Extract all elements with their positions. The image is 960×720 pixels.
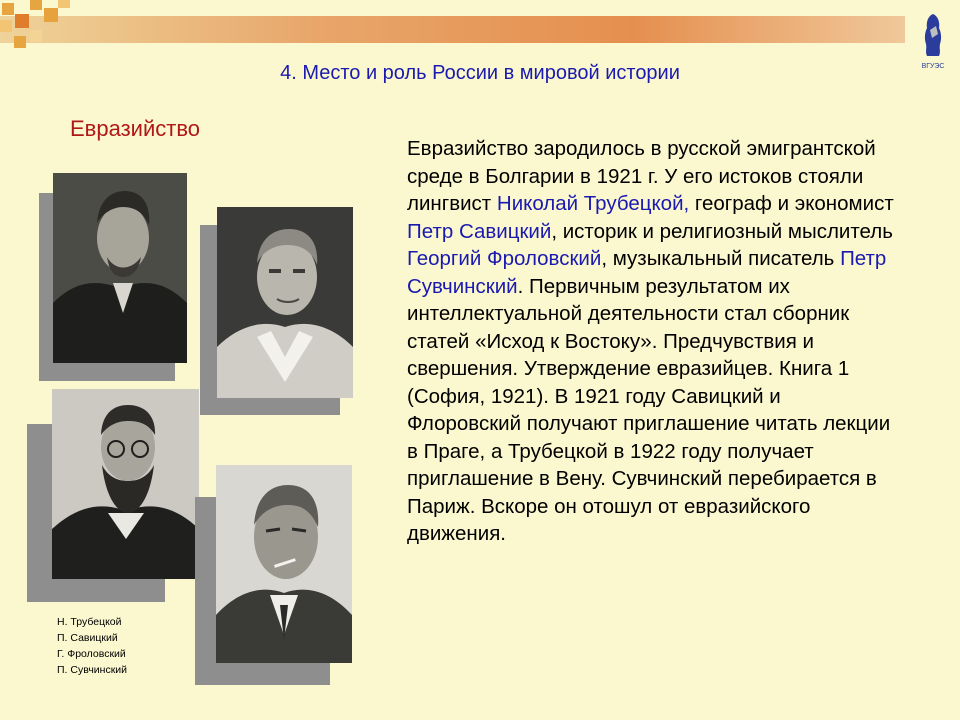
decor-square <box>30 0 42 10</box>
decor-square <box>2 3 14 15</box>
header-decoration <box>0 0 960 60</box>
logo-caption: ВГУЭС <box>921 63 945 70</box>
portrait-photo-savitsky <box>217 207 353 398</box>
name-suvchinsky: Петр Сувчинский <box>407 247 887 298</box>
body-text-5: . Первичным результатом их интеллектуальной деятельности стал сборник статей «Исход к Востоку». Предчувствия и свершения. Утверждение евразийцев. Книга 1 (София, 1921). В 1921 году Савицкий и Флоровский получают приглашение читать лекции в Праге, а Трубецкой в 1922 году получает приглашение в Вену. Сувчинский перебирается в Париж. Вскоре он отошул от евразийского движения. <box>407 274 891 545</box>
name-trubetskoy: Николай Трубецкой, <box>496 192 690 215</box>
header-band <box>0 16 905 43</box>
portrait-photo-suvchinsky <box>216 465 352 663</box>
portrait-photo-florovsky <box>52 389 199 579</box>
body-text-2: географ и экономист <box>689 192 894 215</box>
body-text-3: , историк и религиозный мыслитель <box>551 219 893 243</box>
section-title: Евразийство <box>70 116 201 141</box>
caption-suvchinsky: П. Сувчинский <box>57 664 128 676</box>
portrait-photo-trubetskoy <box>53 173 187 363</box>
decor-square <box>30 30 42 42</box>
body-paragraph <box>407 135 897 548</box>
page-title: 4. Место и роль России в мировой истории <box>280 62 680 84</box>
decor-square <box>15 14 29 28</box>
name-savitsky: Петр Савицкий <box>407 219 552 243</box>
body-text-1: Евразийство зародилось в русской эмигрантской среде в Болгарии в 1921 г. У его истоков стояли лингвист <box>407 137 876 215</box>
decor-square <box>14 36 26 48</box>
body-text-4: , музыкальный писатель <box>601 247 841 270</box>
caption-florovsky: Г. Фроловский <box>57 648 126 660</box>
caption-trubetskoy: Н. Трубецкой <box>57 616 122 628</box>
photo-captions <box>57 614 127 678</box>
name-florovsky: Георгий Фроловский <box>407 247 602 270</box>
decor-square <box>0 20 12 32</box>
caption-savitsky: П. Савицкий <box>57 632 118 644</box>
decor-square <box>58 0 70 8</box>
decor-square <box>44 8 58 22</box>
